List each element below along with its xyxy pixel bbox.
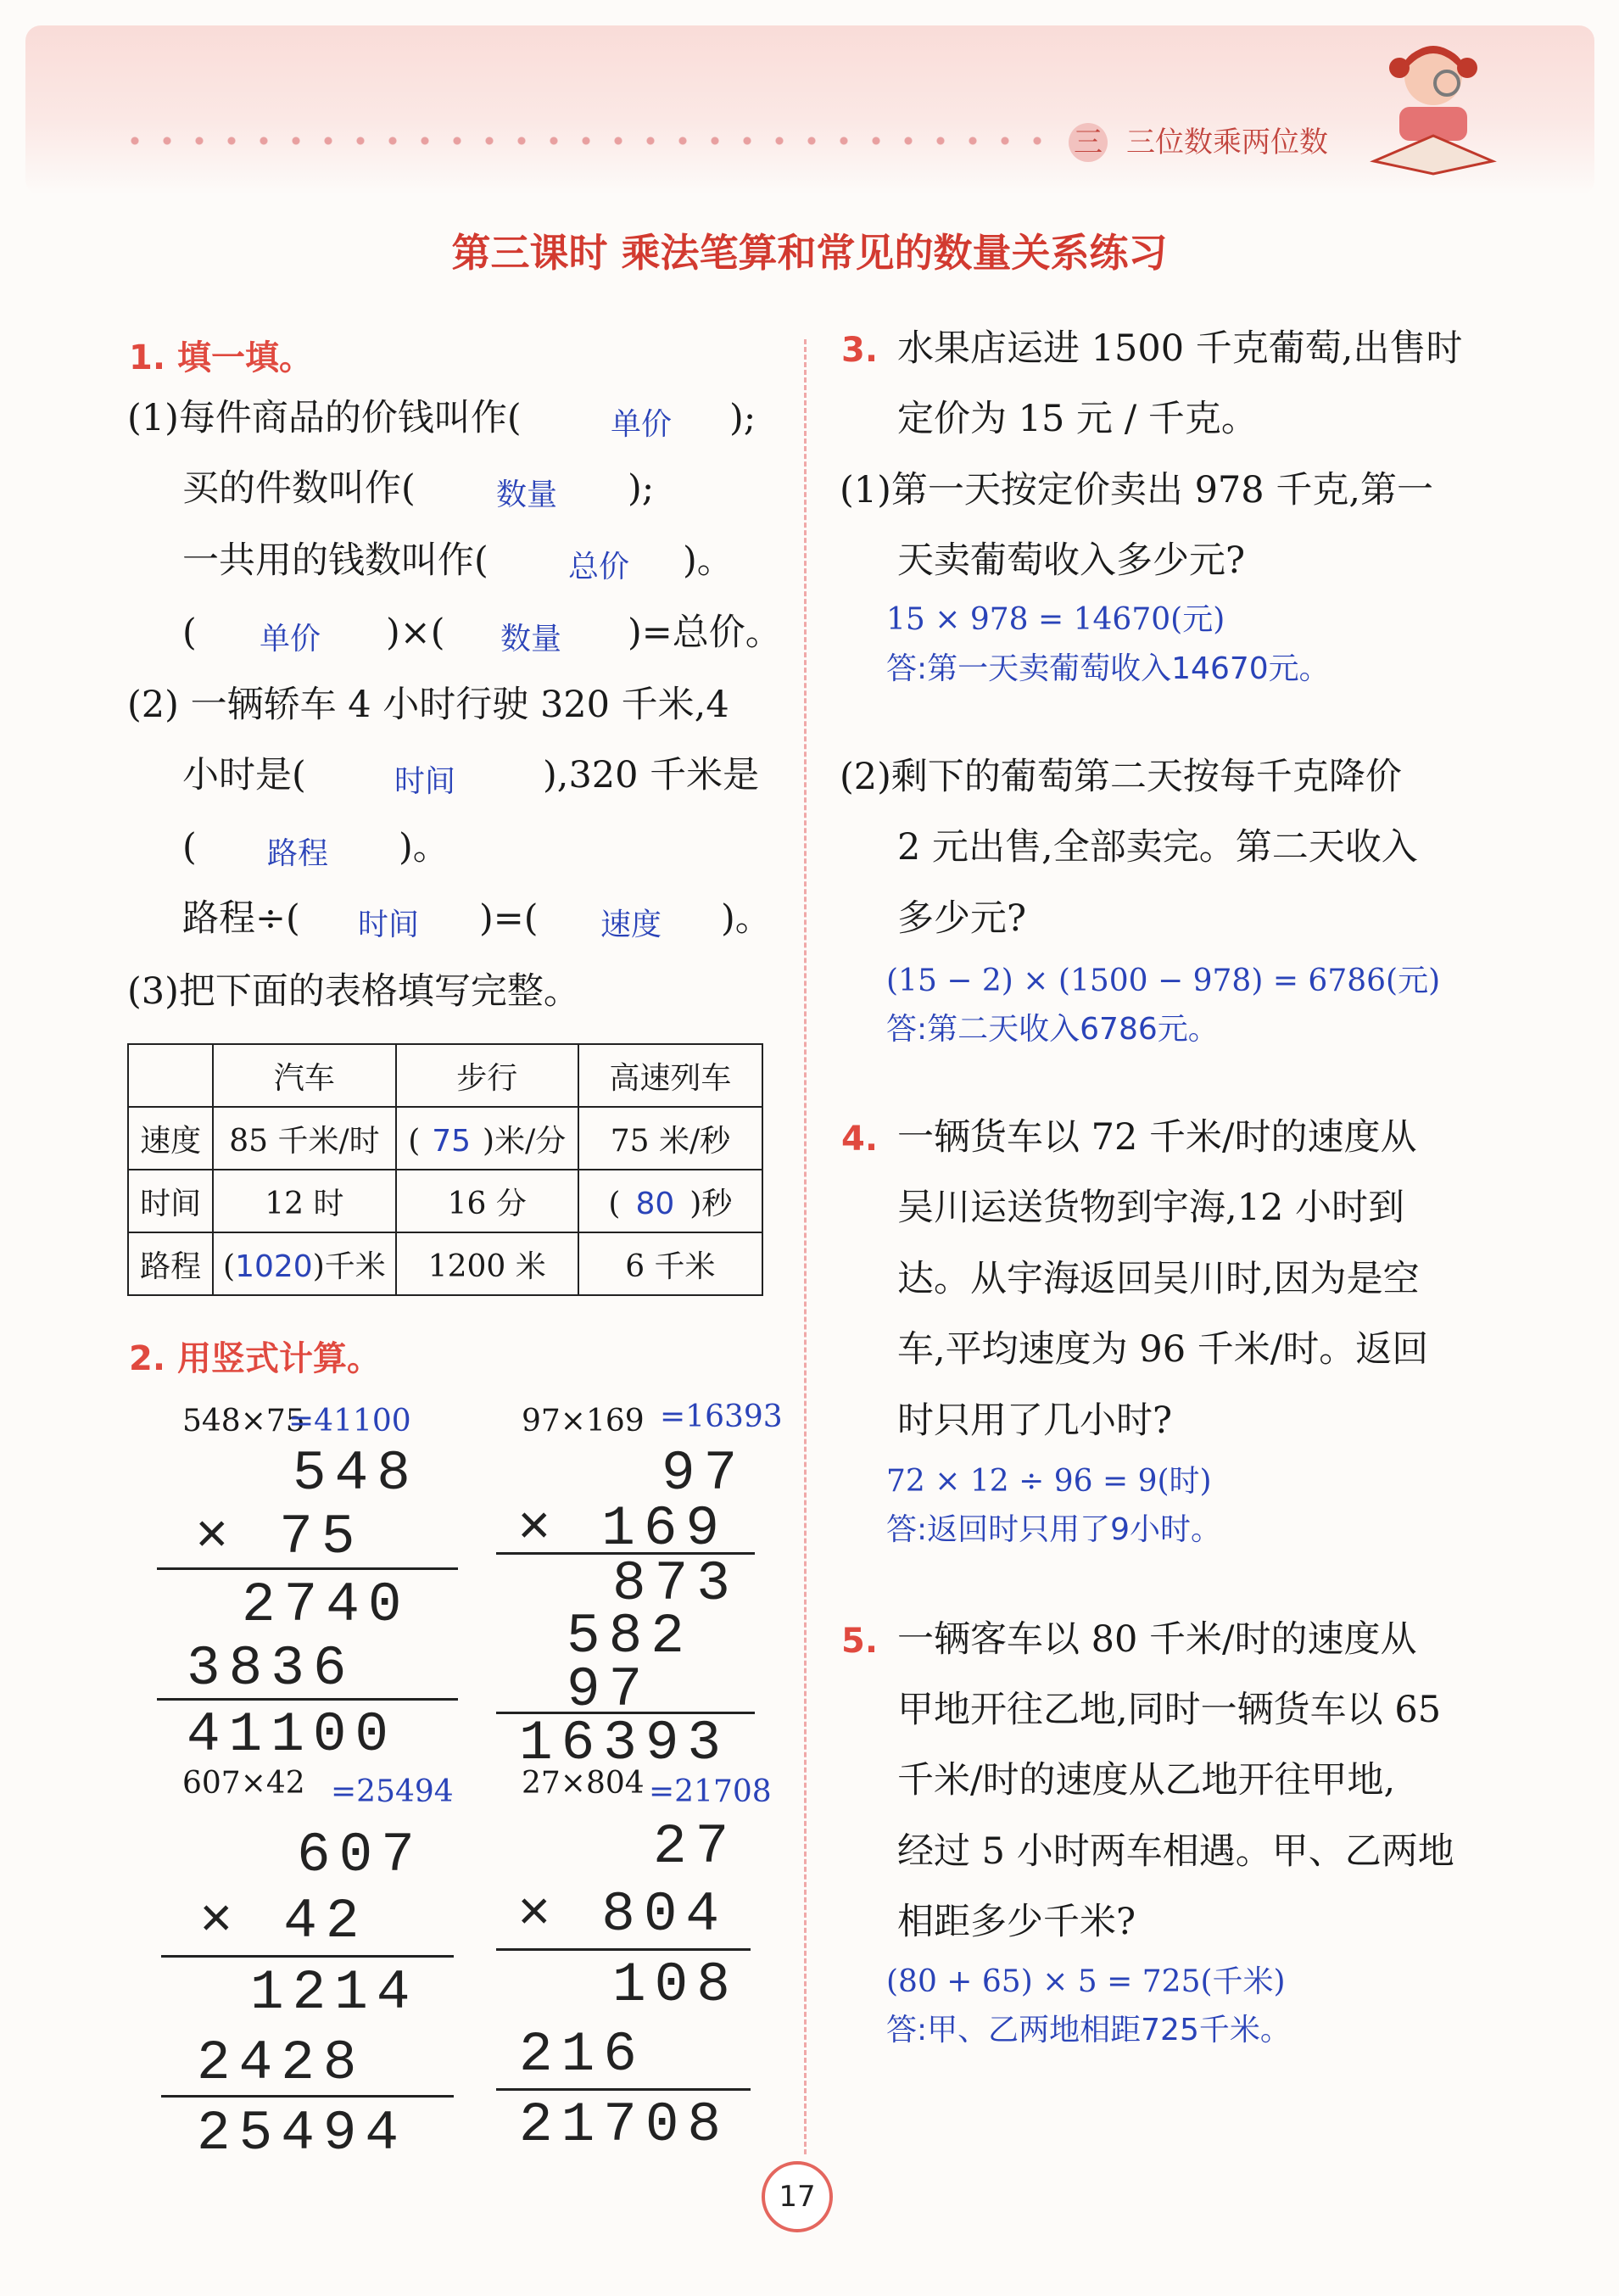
table-cell: 16 分 bbox=[396, 1170, 578, 1232]
vertical-line: 548 bbox=[293, 1442, 419, 1506]
vertical-line: 873 bbox=[612, 1552, 739, 1616]
q1-p2-answer-time: 时间 bbox=[394, 764, 456, 799]
vertical-line: 41100 bbox=[187, 1703, 398, 1767]
row-label: 路程 bbox=[128, 1232, 213, 1295]
row-label: 速度 bbox=[128, 1107, 213, 1170]
table-answer: 75 bbox=[432, 1123, 472, 1159]
chapter-label bbox=[1069, 119, 1328, 162]
chapter-title: 三位数乘两位数 bbox=[1126, 126, 1328, 159]
vertical-line: × 75 bbox=[195, 1506, 364, 1569]
table-answer: 80 bbox=[635, 1186, 675, 1221]
q4-answer: 答:返回时只用了9小时。 bbox=[886, 1512, 1222, 1547]
vertical-line: 3836 bbox=[187, 1637, 355, 1701]
q1-p2-answer-distance: 路程 bbox=[267, 836, 329, 871]
table-cell: (1020)千米 bbox=[213, 1232, 395, 1295]
q1-p2-line2-text: 小时是( bbox=[182, 754, 306, 796]
q1-p2-answer-speed: 速度 bbox=[600, 908, 662, 942]
q1-heading: 1. 填一填。 bbox=[129, 338, 313, 377]
q1-p3-line: (3)把下面的表格填写完整。 bbox=[127, 970, 580, 1013]
vertical-line: 1214 bbox=[250, 1961, 419, 2025]
calc-result: =21708 bbox=[649, 1774, 772, 1809]
q1-p2-line4-end: )。 bbox=[721, 897, 772, 940]
q3-p1-calc: 15 × 978 = 14670(元) bbox=[886, 602, 1225, 637]
table-header-cell: 汽车 bbox=[213, 1044, 395, 1107]
vertical-line: 582 bbox=[567, 1605, 693, 1668]
vertical-line: × 42 bbox=[199, 1890, 368, 1953]
table-header-cell: 高速列车 bbox=[578, 1044, 762, 1107]
q4-line: 车,平均速度为 96 千米/时。返回 bbox=[897, 1328, 1429, 1371]
q1-p1-line1-text: (1)每件商品的价钱叫作( bbox=[127, 397, 522, 439]
table-cell: 12 时 bbox=[213, 1170, 395, 1232]
table-cell: 1200 米 bbox=[396, 1232, 578, 1295]
calc-result: =25494 bbox=[331, 1774, 454, 1809]
row-label: 时间 bbox=[128, 1170, 213, 1232]
q1-p1-answer-total: 总价 bbox=[568, 550, 630, 584]
q3-p2-line1: (2)剩下的葡萄第二天按每千克降价 bbox=[840, 756, 1402, 798]
calc-expression: 97×169 bbox=[522, 1404, 645, 1438]
vertical-line: 21708 bbox=[519, 2093, 730, 2157]
table-header-row bbox=[128, 1044, 762, 1107]
q1-p2-line4-mid: )=( bbox=[479, 897, 539, 940]
q1-p1-line3-text: 一共用的钱数叫作( bbox=[182, 539, 488, 582]
vertical-line: 27 bbox=[653, 1815, 738, 1879]
vertical-line: 2740 bbox=[242, 1573, 410, 1637]
q1-p1-line4-mid: )×( bbox=[386, 612, 445, 654]
q3-p2-line2: 2 元出售,全部卖完。第二天收入 bbox=[897, 826, 1418, 869]
table-row bbox=[128, 1232, 762, 1295]
q3-number: 3. bbox=[841, 331, 879, 370]
vertical-line: × 804 bbox=[517, 1883, 729, 1947]
q5-calc: (80 + 65) × 5 = 725(千米) bbox=[886, 1964, 1286, 1999]
calc-result: =41100 bbox=[288, 1404, 411, 1438]
q1-p2-answer-divisor-time: 时间 bbox=[358, 908, 420, 942]
table-header-cell: 步行 bbox=[396, 1044, 578, 1107]
q3-p2-line3: 多少元? bbox=[897, 897, 1027, 940]
speed-time-distance-table bbox=[127, 1043, 763, 1296]
q2-heading: 2. 用竖式计算。 bbox=[129, 1339, 381, 1378]
q4-line: 时只用了几小时? bbox=[897, 1399, 1173, 1442]
q3-p2-calc: (15 − 2) × (1500 − 978) = 6786(元) bbox=[886, 964, 1441, 998]
q3-p1-line1: (1)第一天按定价卖出 978 千克,第一 bbox=[840, 469, 1433, 511]
table-row bbox=[128, 1170, 762, 1232]
q1-p1-line4-open: ( bbox=[182, 612, 197, 654]
vertical-line: 108 bbox=[612, 1953, 739, 2017]
table-cell: ( 75 )米/分 bbox=[396, 1107, 578, 1170]
q5-line: 一辆客车以 80 千米/时的速度从 bbox=[897, 1618, 1417, 1661]
lesson-title: 第三课时 乘法笔算和常见的数量关系练习 bbox=[451, 230, 1168, 276]
q1-p1-answer-quantity: 数量 bbox=[496, 478, 558, 512]
q1-p2-line3-open: ( bbox=[182, 826, 197, 869]
q4-line: 一辆货车以 72 千米/时的速度从 bbox=[897, 1116, 1417, 1159]
q1-p1-line2-end: ); bbox=[628, 467, 655, 510]
vertical-rule bbox=[157, 1567, 458, 1570]
vertical-line: 16393 bbox=[519, 1712, 730, 1775]
header-dots-decoration bbox=[119, 136, 1052, 146]
vertical-line: 25494 bbox=[197, 2102, 408, 2165]
q1-p1-line3-end: )。 bbox=[683, 539, 734, 582]
q1-p2-line4-text: 路程÷( bbox=[182, 897, 300, 940]
q1-p1-answer-formula-quantity: 数量 bbox=[500, 622, 562, 656]
q4-calc: 72 × 12 ÷ 96 = 9(时) bbox=[886, 1464, 1212, 1499]
q1-p2-line2-end: ),320 千米是 bbox=[543, 754, 760, 796]
table-cell: 75 米/秒 bbox=[578, 1107, 762, 1170]
q1-p2-line3-end: )。 bbox=[399, 826, 449, 869]
q3-p1-line2: 天卖葡萄收入多少元? bbox=[897, 539, 1246, 582]
vertical-rule bbox=[496, 1948, 751, 1951]
calc-expression: 27×804 bbox=[522, 1766, 645, 1801]
q1-p2-line1: (2) 一辆轿车 4 小时行驶 320 千米,4 bbox=[127, 684, 729, 726]
calc-expression: 607×42 bbox=[182, 1766, 305, 1801]
table-header-cell bbox=[128, 1044, 213, 1107]
q1-p1-line2-text: 买的件数叫作( bbox=[182, 467, 416, 510]
calc-expression: 548×75 bbox=[182, 1404, 305, 1438]
column-divider bbox=[804, 339, 807, 2154]
q4-line: 达。从宇海返回吴川时,因为是空 bbox=[897, 1258, 1420, 1300]
table-cell: 6 千米 bbox=[578, 1232, 762, 1295]
vertical-line: × 169 bbox=[517, 1497, 729, 1561]
q4-number: 4. bbox=[841, 1120, 879, 1159]
vertical-line: 216 bbox=[519, 2023, 645, 2087]
vertical-line: 97 bbox=[662, 1442, 746, 1506]
vertical-rule bbox=[496, 2088, 751, 2091]
table-cell: ( 80 )秒 bbox=[578, 1170, 762, 1232]
q5-number: 5. bbox=[841, 1622, 879, 1661]
q5-line: 甲地开往乙地,同时一辆货车以 65 bbox=[897, 1689, 1442, 1731]
q1-p1-answer-unit-price: 单价 bbox=[611, 407, 673, 442]
q5-line: 相距多少千米? bbox=[897, 1901, 1136, 1943]
q3-p2-answer: 答:第二天收入6786元。 bbox=[886, 1012, 1219, 1047]
page-number-badge: 17 bbox=[762, 2161, 833, 2232]
q5-line: 千米/时的速度从乙地开往甲地, bbox=[897, 1759, 1396, 1802]
header-banner bbox=[25, 25, 1594, 195]
q1-p1-answer-formula-unit-price: 单价 bbox=[260, 622, 321, 656]
table-cell: 85 千米/时 bbox=[213, 1107, 395, 1170]
calc-result: =16393 bbox=[660, 1399, 783, 1434]
q3-line1: 水果店运进 1500 千克葡萄,出售时 bbox=[897, 327, 1463, 370]
q5-answer: 答:甲、乙两地相距725千米。 bbox=[886, 2013, 1291, 2047]
q5-line: 经过 5 小时两车相遇。甲、乙两地 bbox=[897, 1830, 1454, 1873]
chapter-number: 三 bbox=[1069, 123, 1108, 162]
q4-line: 吴川运送货物到宇海,12 小时到 bbox=[897, 1187, 1405, 1229]
vertical-rule bbox=[161, 1955, 454, 1958]
table-row bbox=[128, 1107, 762, 1170]
vertical-line: 2428 bbox=[197, 2031, 366, 2095]
q3-p1-answer: 答:第一天卖葡萄收入14670元。 bbox=[886, 651, 1330, 686]
girl-reading-illustration bbox=[1365, 34, 1501, 178]
page-number bbox=[746, 2161, 848, 2229]
q1-p1-line4-end: )=总价。 bbox=[628, 612, 782, 654]
table-answer: 1020 bbox=[235, 1249, 313, 1284]
vertical-line: 97 bbox=[567, 1658, 651, 1722]
q1-p1-line1-end: ); bbox=[729, 397, 756, 439]
vertical-rule bbox=[157, 1698, 458, 1701]
vertical-rule bbox=[161, 2095, 454, 2098]
q3-line2: 定价为 15 元 / 千克。 bbox=[897, 398, 1258, 440]
vertical-line: 607 bbox=[297, 1824, 423, 1887]
